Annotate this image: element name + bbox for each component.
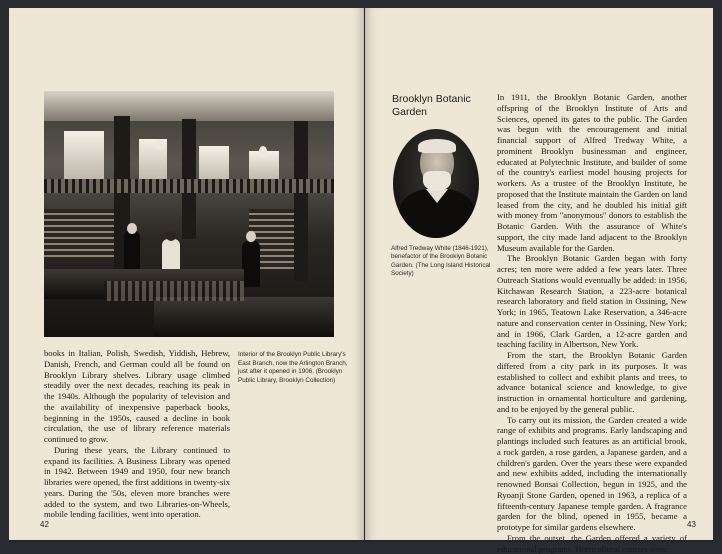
section-heading: Brooklyn Botanic Garden xyxy=(392,93,471,118)
left-paragraph: books in Italian, Polish, Swedish, Yiddish, Hebrew, Danish, French, and German could all be found on Brooklyn Library shelves. Library usage climbed steadily over the next decades, reaching its peak in the 1940s. Although the popularity of television and the availability of inexpensive paperback books, beginning in the 1950s, caused a decline in book circulation, the use of library reference materials continued to grow. xyxy=(44,348,230,444)
left-body-text xyxy=(44,348,230,520)
library-interior-photo xyxy=(44,91,334,337)
left-page xyxy=(9,8,364,540)
portrait-caption: Alfred Tredway White (1846-1921), benefactor of the Brooklyn Botanic Garden. (The Long Island Historical Society) xyxy=(391,245,491,278)
left-paragraph: During these years, the Library continued to expand its facilities. A Business Library was opened in 1942. Between 1949 and 1950, four new branch libraries were opened, the first additions in twenty-six years. During the '50s, eleven more branches were added to the system, and two Libraries-on-Wheels, mobile lending facilities, went into operation. xyxy=(44,444,230,520)
portrait-photo xyxy=(393,129,479,238)
right-paragraph: In 1911, the Brooklyn Botanic Garden, another offspring of the Brooklyn Institute of Arts and Sciences, opened its gates to the public. The Garden was begun with the encouragement and initial financial support of Alfred Tredway White, a prominent Brooklyn businessman and engineer, educated at Polytechnic Institute, and builder of some of the country's earliest model housing projects for workers. As a trustee of the Brooklyn Institute, he proposed that the Institute maintain the Garden on land leased from the city, and he doubled his initial gift with money from "anonymous" donors to establish the Botanic Garden. With the assurance of White's support, the city made land adjacent to the Brooklyn Museum available for the Garden. xyxy=(497,92,687,253)
right-paragraph: The Brooklyn Botanic Garden began with forty acres; ten more were added a few years later. Three Outreach Stations would eventually be added: in 1956, Kitchawan Research Station, a 223-acre botanical research laboratory and field station in Ossining, New York; in 1965, Teatown Lake Reservation, a 346-acre nature and conservation center in Ossining, New York; and in 1966, Clark Garden, a 12-acre garden and teaching facility in Albertson, New York. xyxy=(497,253,687,350)
book-spread xyxy=(9,8,713,554)
photo-caption: Interior of the Brooklyn Public Library's East Branch, now the Arlington Branch, just after it opened in 1906. (Brooklyn Public Library, Brooklyn Collection) xyxy=(238,351,348,384)
page-number-right: 43 xyxy=(687,520,696,529)
right-paragraph: To carry out its mission, the Garden created a wide range of exhibits and programs. Early landscaping and plantings included such features as an artificial brook, a rock garden, a rose garden, a Japanese garden, and a children's garden. Over the years these were expanded and new exhibits added, including the internationally renowned Bonsai Collection, begun in 1925, and the Ryoanji Stone Garden, opened in 1963, a replica of a fifteenth-century Japanese temple garden. A fragrance garden for the blind, opened in 1955, became a prototype for similar gardens elsewhere. xyxy=(497,414,687,532)
right-paragraph: From the outset, the Garden offered a variety of educational programs. Horticultural courses were xyxy=(497,532,687,554)
right-page xyxy=(365,8,713,554)
page-number-left: 42 xyxy=(40,520,49,529)
right-paragraph: From the start, the Brooklyn Botanic Garden differed from a city park in its purposes. It was established to collect and exhibit plants and trees, to advance botanical science and knowledge, to give instruction in ornamental horticulture and gardening, and to be enjoyed by the general public. xyxy=(497,350,687,414)
right-body-text xyxy=(497,92,687,554)
